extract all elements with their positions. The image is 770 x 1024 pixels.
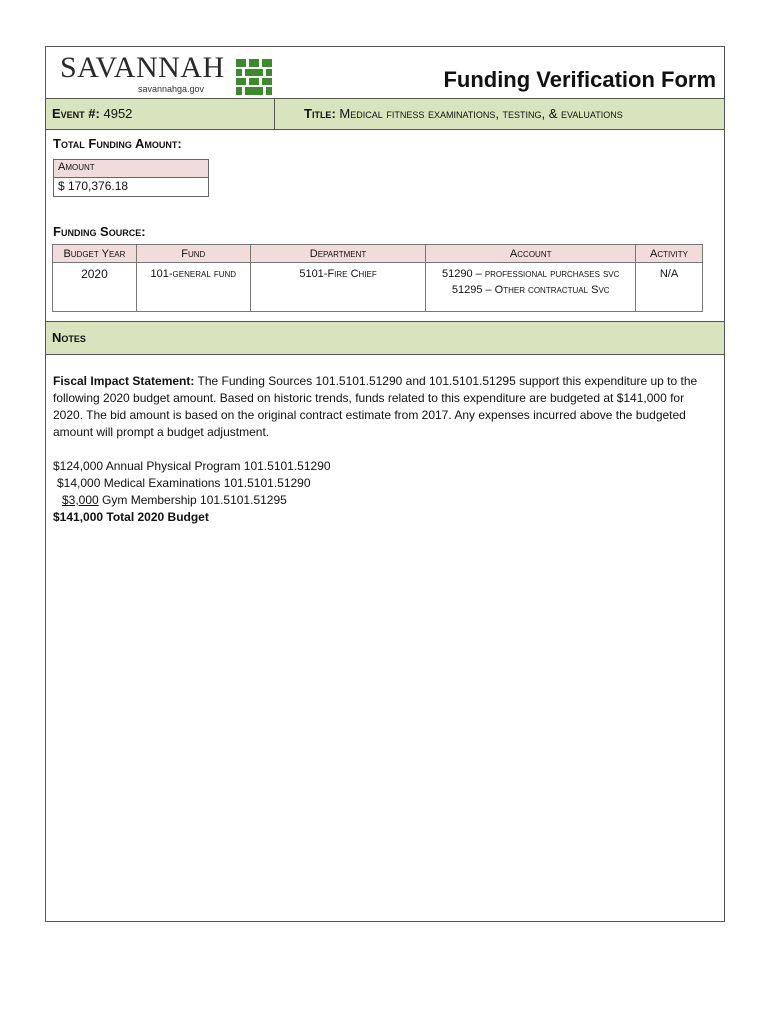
title-label: Title: (304, 106, 336, 121)
cell-activity: N/A (636, 263, 703, 312)
cell-account (426, 263, 636, 312)
notes-band (46, 321, 724, 355)
budget-breakdown (53, 458, 713, 526)
amount-box (53, 159, 209, 197)
fiscal-impact-statement (53, 373, 713, 441)
form-title: Funding Verification Form (443, 67, 716, 92)
total-funding-label: Total Funding Amount: (53, 136, 182, 151)
col-budget-year: Budget Year (53, 245, 137, 263)
event-value: 4952 (103, 106, 133, 121)
band-divider (274, 99, 275, 129)
col-fund: Fund (136, 245, 250, 263)
event-title-band (46, 98, 724, 130)
statement-label: Fiscal Impact Statement: (53, 374, 195, 388)
budget-line-1: $124,000 Annual Physical Program 101.5101.51290 (53, 459, 331, 473)
funding-source-label: Funding Source: (53, 224, 146, 239)
event-number (52, 99, 272, 129)
funding-verification-form (45, 46, 725, 922)
budget-line-2: $14,000 Medical Examinations 101.5101.51290 (57, 476, 311, 490)
budget-total: $141,000 Total 2020 Budget (53, 510, 209, 524)
logo-url: savannahga.gov (138, 84, 205, 94)
logo-wordmark: SAVANNAH (60, 51, 225, 84)
amount-header: Amount (54, 160, 208, 178)
funding-source-table (52, 244, 703, 312)
col-account: Account (426, 245, 636, 263)
col-activity: Activity (636, 245, 703, 263)
notes-label: Notes (52, 330, 86, 345)
notes-body (53, 373, 713, 526)
amount-value: $ 170,376.18 (58, 179, 129, 193)
statement-text: The Funding Sources 101.5101.51290 and 101.5101.51295 support this expenditure up to the following 2020 budget amount. Based on historic trends, funds related to this expenditure are budgeted at $141,000 for 2020. The bid amount is based on the original contract estimate from 2017. Any expenses incurred above the budgeted amount will prompt a budget adjustment. (53, 374, 698, 439)
budget-line-3-amount: $3,000 (62, 493, 99, 507)
event-label: Event #: (52, 106, 100, 121)
table-header-row (53, 245, 703, 263)
account-line-2: 51295 – Other contractual Svc (451, 284, 610, 296)
budget-line-3 (53, 492, 713, 509)
account-line-1: 51290 – professional purchases svc (442, 268, 620, 280)
cell-department: 5101-Fire Chief (250, 263, 426, 312)
title-value: Medical fitness examinations, testing, & evaluations (339, 106, 623, 121)
table-row (53, 263, 703, 312)
event-title (304, 99, 623, 129)
col-department: Department (250, 245, 426, 263)
form-header (46, 47, 724, 98)
cell-budget-year: 2020 (53, 263, 137, 312)
savannah-logo (60, 51, 225, 94)
budget-line-3-rest: Gym Membership 101.5101.51295 (98, 493, 287, 507)
city-grid-icon (236, 59, 272, 95)
cell-fund: 101-general fund (136, 263, 250, 312)
